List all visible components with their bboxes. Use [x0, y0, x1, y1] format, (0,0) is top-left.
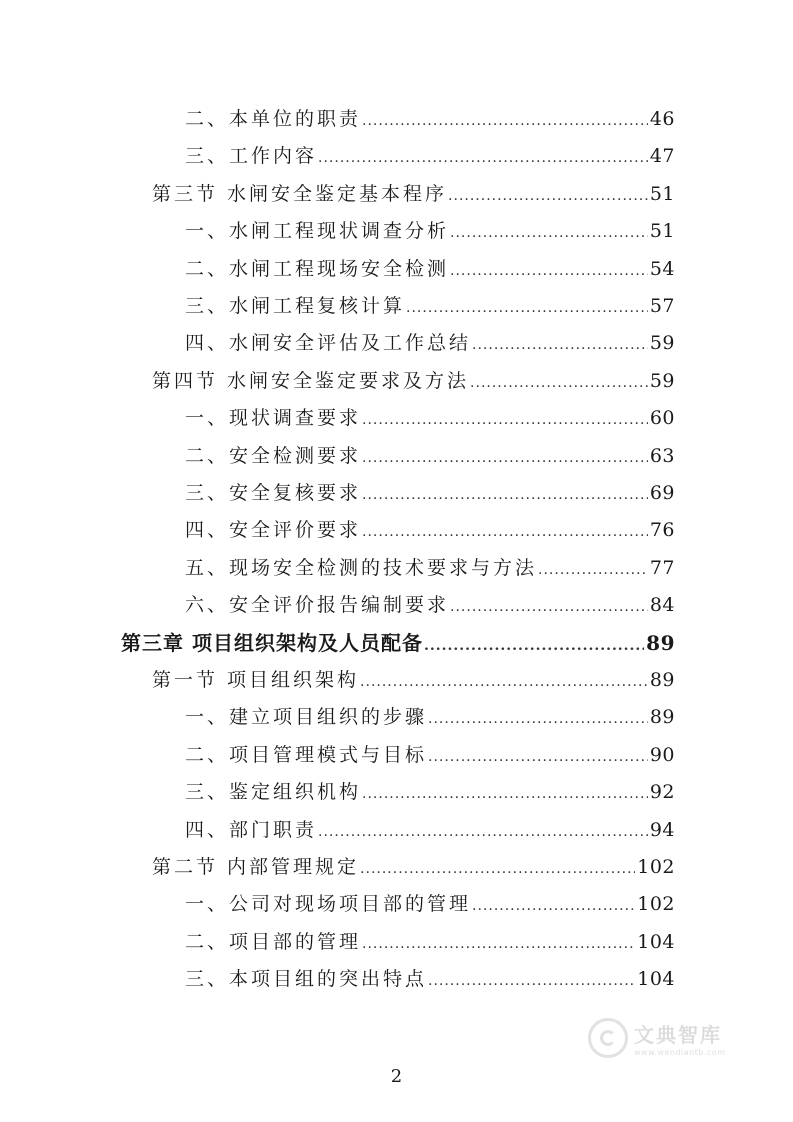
toc-entry-title: 一、现状调查要求 — [185, 407, 362, 430]
toc-entry-section[interactable] — [152, 849, 675, 886]
toc-entry-title: 三、鉴定组织机构 — [185, 781, 362, 804]
toc-entry-page: 92 — [649, 781, 675, 804]
toc-entry-page: 59 — [649, 369, 675, 392]
toc-entry-page: 89 — [649, 706, 675, 729]
toc-dot-leader — [450, 253, 648, 290]
toc-entry-page: 54 — [649, 257, 675, 280]
toc-entry-item[interactable] — [185, 886, 675, 923]
toc-entry-item[interactable] — [185, 587, 675, 624]
toc-entry-title: 第一节 项目组织架构 — [152, 669, 360, 691]
toc-entry-title: 第三节 水闸安全鉴定基本程序 — [152, 182, 448, 205]
toc-entry-title: 三、水闸工程复核计算 — [185, 295, 406, 317]
toc-entry-item[interactable] — [185, 699, 675, 736]
toc-entry-item[interactable] — [185, 213, 675, 250]
toc-entry-page: 57 — [649, 295, 675, 317]
toc-entry-page: 59 — [649, 332, 675, 355]
toc-entry-page: 84 — [649, 594, 675, 617]
toc-entry-item[interactable] — [185, 812, 675, 849]
toc-entry-title: 六、安全评价报告编制要求 — [185, 594, 450, 617]
toc-dot-leader — [362, 103, 648, 140]
toc-entry-page: 46 — [649, 108, 675, 130]
toc-entry-page: 94 — [649, 818, 675, 841]
toc-entry-title: 二、水闸工程现场安全检测 — [185, 257, 450, 280]
toc-dot-leader — [362, 776, 648, 813]
toc-dot-leader — [472, 888, 635, 925]
toc-entry-chapter[interactable] — [121, 625, 675, 662]
toc-entry-title: 一、建立项目组织的步骤 — [185, 706, 428, 729]
toc-entry-title: 一、水闸工程现状调查分析 — [185, 220, 450, 243]
toc-entry-title: 三、工作内容 — [185, 145, 318, 168]
toc-dot-leader — [362, 477, 648, 514]
toc-entry-item[interactable] — [185, 961, 675, 998]
toc-dot-leader — [428, 963, 635, 1000]
toc-entry-title: 五、现场安全检测的技术要求与方法 — [185, 556, 538, 579]
page-number: 2 — [390, 1066, 403, 1087]
toc-entry-title: 三、安全复核要求 — [185, 482, 362, 504]
watermark — [588, 1018, 726, 1058]
toc-entry-page: 104 — [637, 930, 675, 953]
toc-entry-title: 第二节 内部管理规定 — [152, 856, 360, 878]
toc-entry-item[interactable] — [185, 924, 675, 961]
watermark-logo-icon — [588, 1018, 628, 1058]
toc-entry-item[interactable] — [185, 101, 675, 138]
toc-entry-page: 76 — [649, 519, 675, 542]
toc-dot-leader — [428, 701, 648, 738]
toc-entry-title: 二、项目管理模式与目标 — [185, 743, 428, 766]
toc-entry-title: 四、部门职责 — [185, 818, 318, 841]
toc-dot-leader — [428, 739, 648, 776]
toc-entry-page: 69 — [649, 482, 675, 504]
toc-entry-section[interactable] — [152, 363, 675, 400]
toc-entry-item[interactable] — [185, 251, 675, 288]
toc-entry-section[interactable] — [152, 176, 675, 213]
toc-entry-title: 三、本项目组的突出特点 — [185, 968, 428, 991]
toc-entry-title: 第三章 项目组织架构及人员配备 — [121, 630, 423, 655]
toc-entry-page: 77 — [649, 556, 675, 579]
toc-entry-page: 60 — [649, 407, 675, 430]
toc-entry-section[interactable] — [152, 662, 675, 699]
toc-entry-page: 104 — [637, 968, 675, 991]
toc-entry-item[interactable] — [185, 288, 675, 325]
toc-entry-item[interactable] — [185, 737, 675, 774]
toc-dot-leader — [362, 926, 635, 963]
toc-entry-item[interactable] — [185, 438, 675, 475]
toc-dot-leader — [406, 290, 648, 327]
toc-entry-title: 二、安全检测要求 — [185, 444, 362, 467]
toc-dot-leader — [538, 552, 648, 589]
toc-entry-page: 89 — [646, 630, 675, 655]
toc-dot-leader — [472, 327, 648, 364]
toc-entry-page: 90 — [649, 743, 675, 766]
watermark-url: www.wendiantb.com — [634, 1048, 726, 1057]
toc-dot-leader — [362, 440, 648, 477]
toc-entry-item[interactable] — [185, 138, 675, 175]
toc-entry-item[interactable] — [185, 512, 675, 549]
toc-entry-page: 51 — [649, 220, 675, 243]
toc-entry-title: 二、本单位的职责 — [185, 108, 362, 130]
toc-dot-leader — [360, 851, 635, 888]
toc-entry-page: 47 — [649, 145, 675, 168]
toc-entry-item[interactable] — [185, 774, 675, 811]
toc-dot-leader — [318, 814, 648, 851]
toc-entry-item[interactable] — [185, 550, 675, 587]
toc-entry-item[interactable] — [185, 400, 675, 437]
toc-dot-leader — [318, 140, 648, 177]
toc-dot-leader — [450, 215, 648, 252]
toc-entry-item[interactable] — [185, 325, 675, 362]
watermark-name: 文典智库 — [634, 1023, 722, 1047]
toc-entry-item[interactable] — [185, 475, 675, 512]
toc-entry-page: 51 — [649, 182, 675, 205]
toc-dot-leader — [470, 365, 648, 402]
toc-entry-page: 63 — [649, 444, 675, 467]
toc-dot-leader — [448, 178, 648, 215]
toc-dot-leader — [360, 664, 648, 701]
toc-entry-page: 102 — [637, 893, 675, 916]
toc-dot-leader — [424, 628, 644, 665]
toc-entry-title: 二、项目部的管理 — [185, 930, 362, 953]
toc-entry-page: 89 — [649, 669, 675, 691]
toc-dot-leader — [362, 514, 648, 551]
toc-entry-page: 102 — [637, 856, 675, 878]
toc-entry-title: 四、水闸安全评估及工作总结 — [185, 332, 472, 355]
toc-entry-title: 四、安全评价要求 — [185, 519, 362, 542]
toc-dot-leader — [362, 402, 648, 439]
toc-entry-title: 一、公司对现场项目部的管理 — [185, 893, 472, 916]
toc-entry-title: 第四节 水闸安全鉴定要求及方法 — [152, 369, 470, 392]
toc-dot-leader — [450, 589, 648, 626]
